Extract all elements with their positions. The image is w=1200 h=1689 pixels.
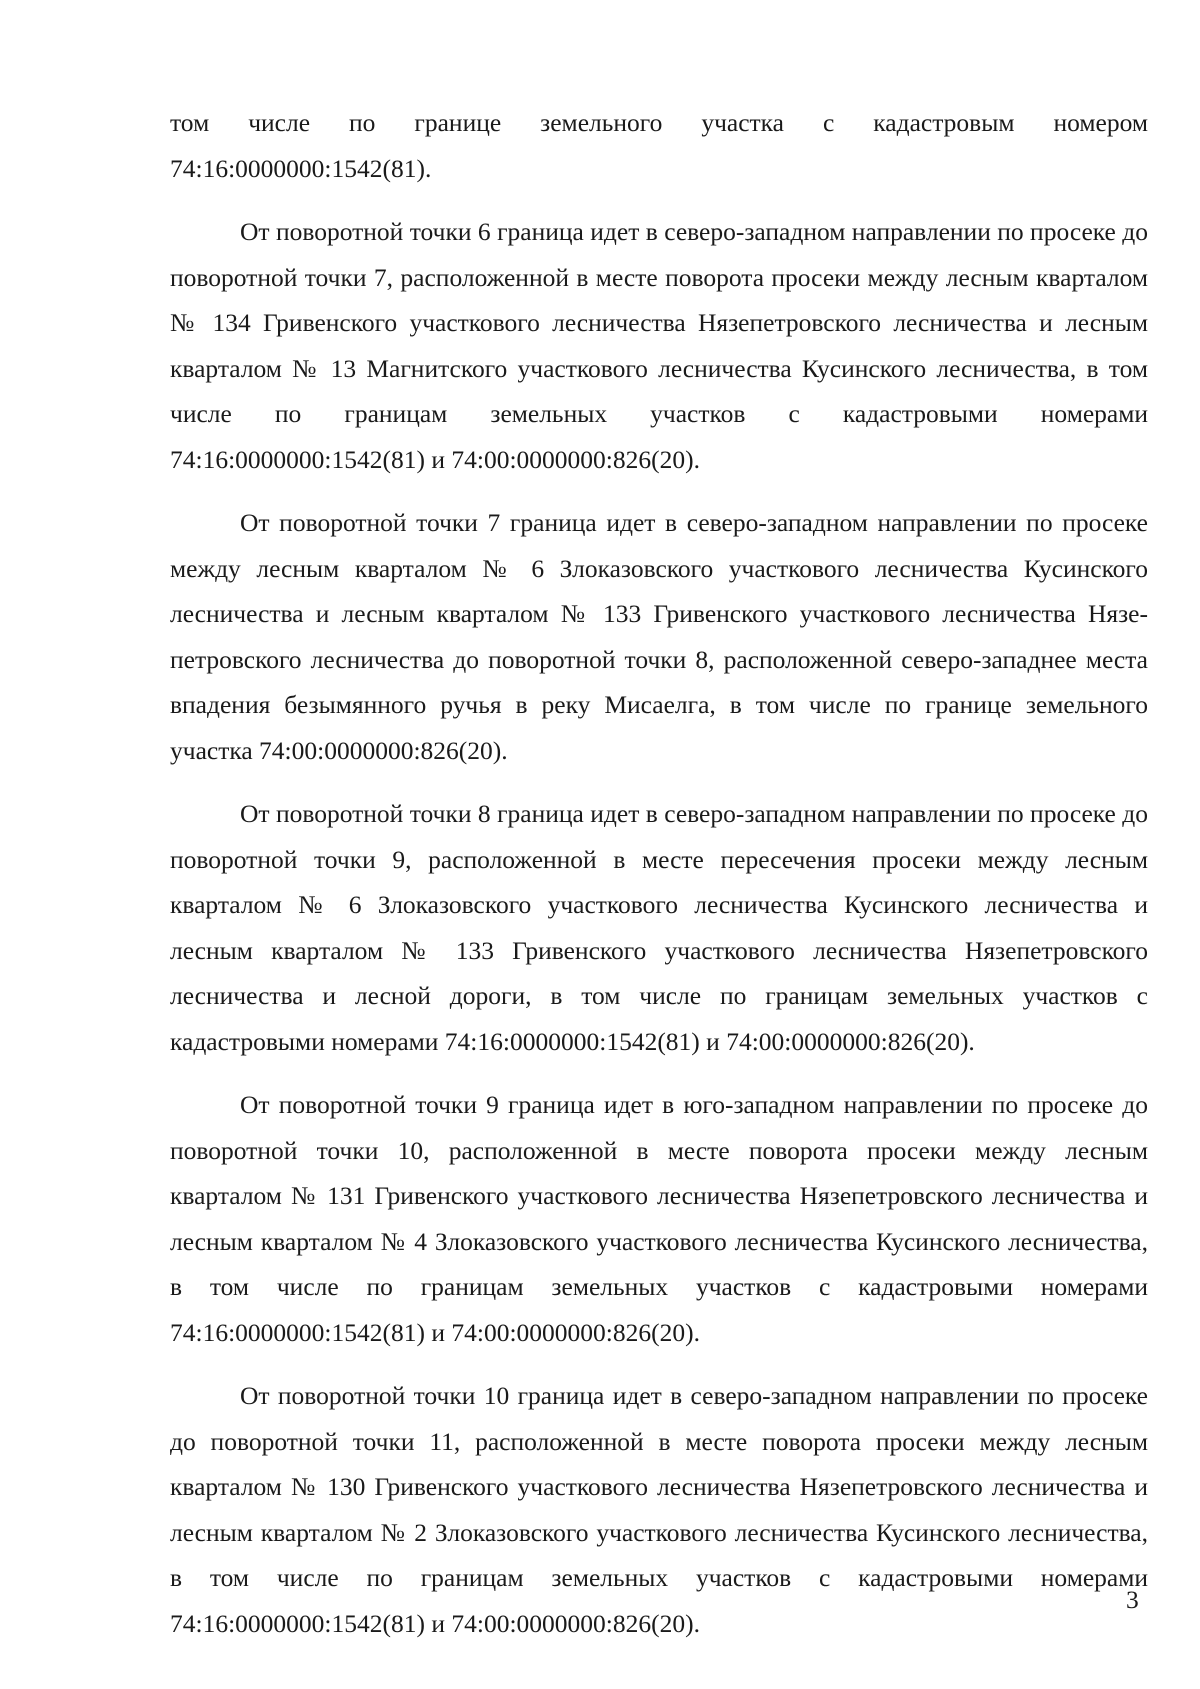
- page-number: 3: [1126, 1585, 1139, 1614]
- paragraph-point-7: От поворотной точки 7 граница идет в северо-западном направлении по просеке между лесным кварталом № 6 Злоказовского участкового лесничества Кусинского лесничества и лесным кварталом № 133 Гривенского участкового лесничества Нязепетровского лесничества до поворотной точки 8, расположенной северо-западнее места впадения безымянного ручья в реку Мисаелга, в том числе по границе земельного участка 74:00:0000000:826(20).: [170, 508, 1148, 765]
- paragraph-point-10: От поворотной точки 10 граница идет в северо-западном направлении по просеке до поворотной точки 11, расположенной в месте поворота просеки между лесным кварталом № 130 Гривенского участкового лесничества Нязепетровского лесничества и лесным кварталом № 2 Злоказовского участкового лесничества Кусинского лесничества, в том числе по границам земельных участков с кадастровыми номерами 74:16:0000000:1542(81) и 74:00:0000000:826(20).: [170, 1381, 1148, 1638]
- paragraph-point-9: От поворотной точки 9 граница идет в юго-западном направлении по просеке до поворотной точки 10, расположенной в месте поворота просеки между лесным кварталом № 131 Гривенского участкового лесничества Нязепетровского лесничества и лесным кварталом № 4 Злоказовского участкового лесничества Кусинского лесничества, в том числе по границам земельных участков с кадастровыми номерами 74:16:0000000:1542(81) и 74:00:0000000:826(20).: [170, 1090, 1148, 1347]
- document-body: [170, 100, 1148, 1664]
- paragraph-point-6: От поворотной точки 6 граница идет в северо-западном направлении по просеке до поворотной точки 7, расположенной в месте поворота просеки между лесным кварталом № 134 Гривенского участкового лесничества Нязепетровского лесничества и лесным кварталом № 13 Магнитского участкового лесничества Кусинского лесничества, в том числе по границам земельных участков с кадастровыми номерами 74:16:0000000:1542(81) и 74:00:0000000:826(20).: [170, 217, 1148, 474]
- paragraph-point-8: От поворотной точки 8 граница идет в северо-западном направлении по просеке до поворотной точки 9, расположенной в месте пересечения просеки между лесным кварталом № 6 Злоказовского участкового лесничества Кусинского лесничества и лесным кварталом № 133 Гривенского участкового лесничества Нязепетровского лесничества и лесной дороги, в том числе по границам земельных участков с кадастровыми номерами 74:16:0000000:1542(81) и 74:00:0000000:826(20).: [170, 799, 1148, 1056]
- paragraph-continuation: том числе по границе земельного участка с кадастровым номером 74:16:0000000:1542(81).: [170, 108, 1148, 183]
